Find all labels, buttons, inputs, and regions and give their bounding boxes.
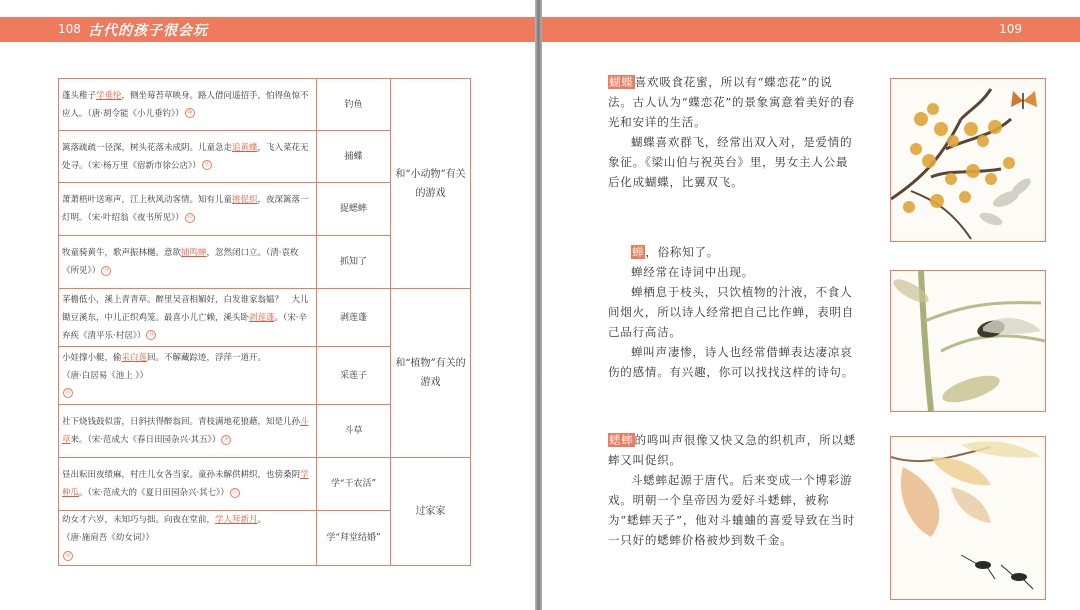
butterfly-paragraph-2: 蝴蝶喜欢群飞，经常出双入对，是爱情的象征。《梁山伯与祝英台》里，男女主人公最后化成蝴蝶，比翼双飞。 (608, 135, 853, 189)
cricket-illustration (890, 436, 1046, 600)
footnote-marker: ⑪ (203, 161, 210, 168)
highlighted-phrase: 学种瓜 (62, 470, 309, 498)
cricket-paragraph: 蟋蟀的鸣叫声很像又快又急的织机声，所以蟋蟀又叫促织。 (608, 433, 857, 467)
cicada-paragraph: 蝉，俗称知了。 (632, 245, 720, 259)
cricket-section (608, 430, 856, 550)
poem-cell: 牧童骑黄牛，歌声振林樾。意欲捕鸣蝉，忽然闭口立。（清·袁枚《所见》） ⑬ (59, 236, 317, 289)
table-row (59, 289, 471, 347)
game-name-cell: 捉蟋蟀 (317, 183, 391, 236)
left-page (0, 0, 535, 610)
poem-cell: 萧萧梧叶送寒声，江上秋风动客情。知有儿童挑促织，夜深篱落一灯明。（宋·叶绍翁《夜书所见》） ⑫ (59, 183, 317, 236)
highlighted-phrase: 追黄蝶 (232, 142, 258, 153)
book-title: 古代的孩子很会玩 (88, 23, 208, 39)
game-name-cell: 抓知了 (317, 236, 391, 289)
cicada-term: 蝉 (632, 245, 645, 259)
poem-source: （唐·白居易《池上 》） (62, 370, 149, 381)
footnote-marker: ⑮ (64, 389, 71, 396)
butterfly-illustration (890, 78, 1046, 242)
footnote-marker: ⑫ (186, 213, 193, 221)
poem-cell: 小娃撑小艇，偷采白莲回。不解藏踪迹，浮萍一道开。 （唐·白居易《池上 》） ⑮ (59, 347, 317, 405)
page-header (0, 17, 535, 42)
butterfly-section (608, 72, 856, 192)
cricket-icon (961, 555, 1033, 589)
poem-cell: 幼女才六岁，未知巧与拙。向夜在堂前，学人拜新月。 （唐·施肩吾《幼女词》） ⑱ (59, 511, 317, 566)
game-category-cell: 和“小动物”有关的游戏 (391, 79, 471, 289)
cicada-paragraph-2: 蝉经常在诗词中出现。 (631, 265, 754, 279)
game-name-cell: 学“拜堂结婚” (317, 511, 391, 566)
highlighted-phrase: 剥莲蓬 (249, 312, 275, 323)
page-number: 109 (999, 22, 1022, 36)
cicada-painting (891, 271, 1045, 411)
game-category-cell: 过家家 (391, 458, 471, 566)
butterfly-term: 蝴蝶 (609, 75, 634, 89)
game-name-cell: 斗草 (317, 405, 391, 458)
butterfly-paragraph: 蝴蝶喜欢吸食花蜜，所以有“蝶恋花”的说法。古人认为“蝶恋花”的景象寓意着美好的春光和安详的生活。 (608, 75, 856, 129)
poem-cell: 昼出耘田夜绩麻，村庄儿女各当家。童孙未解供耕织，也傍桑阴学种瓜。（宋·范成大的《夏日田园杂兴·其七》） ⑰ (59, 458, 317, 511)
poem-cell: 蓬头稚子学垂纶，侧坐莓苔草映身。路人借问遥招手，怕得鱼惊不应人。（唐·胡令能《小儿垂钓》） ⑩ (59, 79, 317, 131)
footnote-marker: ⑯ (223, 435, 230, 443)
page-number: 108 (58, 22, 81, 36)
game-name-cell: 捕蝶 (317, 131, 391, 183)
cicada-illustration (890, 270, 1046, 412)
game-name-cell: 剥莲蓬 (317, 289, 391, 347)
footnote-marker: ⑬ (103, 266, 110, 274)
game-category-cell: 和“植物”有关的游戏 (391, 289, 471, 458)
cicada-paragraph-3: 蝉栖息于枝头，只饮植物的汁液，不食人间烟火，所以诗人经常把自己比作蝉，表明自己品行高洁。 (608, 285, 854, 339)
cicada-paragraph-4: 蝉叫声凄惨，诗人也经常借蝉表达凄凉哀伤的感情。有兴趣，你可以找找这样的诗句。 (608, 345, 854, 379)
poem-cell: 茅檐低小，溪上青青草。醉里吴音相媚好，白发谁家翁媪？ 大儿锄豆溪东，中儿正织鸡笼。最喜小儿亡赖，溪头卧剥莲蓬。（宋·辛弃疾《清平乐·村居》） ⑭ (59, 289, 317, 347)
game-name-cell: 采莲子 (317, 347, 391, 405)
game-name-cell: 钓鱼 (317, 79, 391, 131)
highlighted-phrase: 学垂纶 (96, 90, 122, 101)
butterfly-icon (1011, 91, 1037, 109)
table-row (59, 458, 471, 511)
cricket-paragraph-2: 斗蟋蟀起源于唐代。后来变成一个博彩游戏。明朝一个皇帝因为爱好斗蟋蟀，被称为“蟋蟀天子”，他对斗蛐蛐的喜爱导致在当时一只好的蟋蟀价格被炒到数千金。 (608, 473, 856, 547)
poem-source: （唐·施肩吾《幼女词》） (62, 533, 154, 543)
cricket-leaves-painting (891, 437, 1045, 599)
footnote-marker: ⑰ (231, 488, 238, 496)
cicada-section (608, 242, 856, 382)
butterfly-flower-painting (891, 79, 1045, 241)
right-page (542, 0, 1080, 610)
highlighted-phrase: 捕鸣蝉 (181, 248, 207, 258)
book-gutter (535, 0, 542, 610)
poem-games-table (58, 78, 471, 566)
highlighted-phrase: 斗草 (62, 417, 309, 445)
table-row (59, 79, 471, 131)
game-name-cell: 学“干农活” (317, 458, 391, 511)
page-header (542, 17, 1080, 42)
footnote-marker: ⑩ (185, 108, 195, 118)
poem-cell: 社下烧钱鼓似雷，日斜扶得醉翁回。青枝满地花狼藉，知是儿孙斗草来。（宋·范成大《春日田园杂兴·其五》） ⑯ (59, 405, 317, 458)
footnote-marker: ⑱ (64, 551, 71, 559)
highlighted-phrase: 挑促织 (232, 195, 258, 205)
poem-cell: 篱落疏疏一径深，树头花落未成阴。儿童急走追黄蝶，飞入菜花无处寻。（宋·杨万里《宿新市徐公店》） ⑪ (59, 131, 317, 183)
highlighted-phrase: 采白莲 (121, 352, 148, 363)
footnote-marker: ⑭ (148, 331, 155, 338)
highlighted-phrase: 学人拜新月 (215, 515, 258, 525)
cricket-term: 蟋蟀 (609, 433, 634, 447)
